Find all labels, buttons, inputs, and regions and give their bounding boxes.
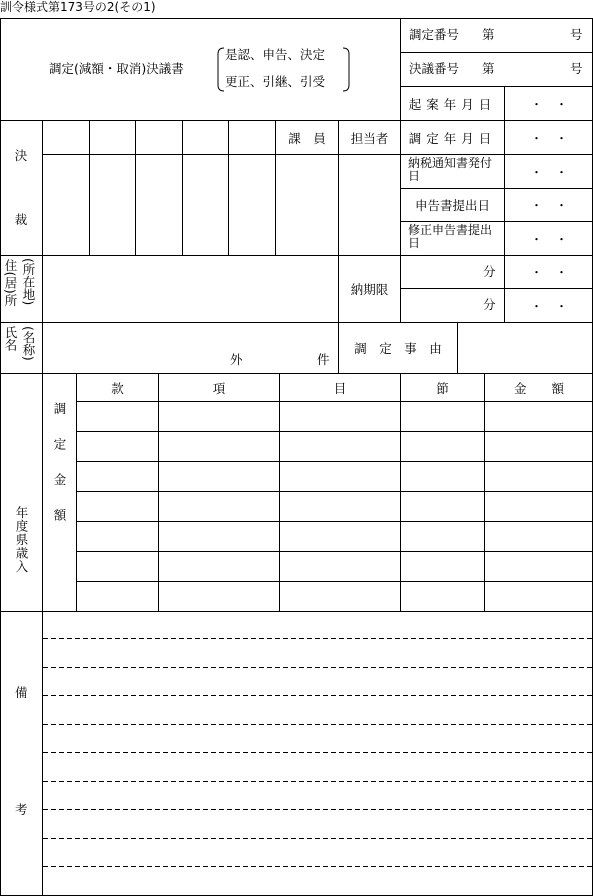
nokigen-date-1: ・ ・ <box>530 265 568 280</box>
chotei-go: 号 <box>570 27 583 42</box>
bracket-left <box>218 48 224 91</box>
approval-label <box>0 146 42 228</box>
ketsugi-bango-label: 決議番号 <box>409 61 460 76</box>
col-setsu: 節 <box>436 380 449 396</box>
year-label: 年度県歳入 <box>14 506 29 574</box>
nokigen-date-2: ・ ・ <box>530 298 568 314</box>
chotei-bango-label: 調定番号 <box>409 27 460 42</box>
remarks-label-bottom: 考 <box>15 802 28 817</box>
address-label-main: 住(居)所 <box>3 259 18 307</box>
shusei-date-label: 修正申告書提出日 <box>408 223 493 250</box>
amount-label: 調定金額 <box>52 402 67 544</box>
shinkoku-date-value: ・ ・ <box>530 198 568 213</box>
nozei-tsuchi-value: ・ ・ <box>530 164 568 180</box>
approval-label-top: 決 <box>14 148 28 163</box>
tantosha-label: 担当者 <box>350 130 389 146</box>
name-label-sub: (名称) <box>21 326 36 361</box>
title-options-1: 是認、申告、決定 <box>225 47 326 62</box>
col-kingaku: 金 額 <box>513 380 564 396</box>
nokigen-label: 納期限 <box>350 282 389 297</box>
form-number: 訓令様式第173号の2(その1) <box>0 0 156 14</box>
shinkoku-date-label: 申告書提出日 <box>414 198 490 213</box>
name-soto: 外 <box>230 352 243 367</box>
col-ko: 項 <box>212 380 226 396</box>
nokigen-bun-2: 分 <box>483 297 496 312</box>
nozei-tsuchi-label: 納税通知書発付日 <box>408 156 493 183</box>
bracket-right <box>343 48 349 91</box>
approval-label-bottom: 裁 <box>14 212 28 227</box>
title-options-2: 更正、引継、引受 <box>225 74 326 89</box>
ketsugi-go: 号 <box>570 61 583 76</box>
kian-date-value: ・ ・ <box>530 96 568 112</box>
col-kan: 款 <box>111 380 124 396</box>
title-main: 調定(減額・取消)決議書 <box>49 61 184 76</box>
remarks-label-top: 備 <box>15 685 28 700</box>
chotei-dai: 第 <box>482 27 495 42</box>
col-moku: 目 <box>333 380 347 396</box>
chotei-date-value: ・ ・ <box>530 130 568 146</box>
chotei-jiyu-label: 調 定 事 由 <box>354 341 442 356</box>
name-label-main: 氏名 <box>3 326 18 351</box>
shusei-date-value: ・ ・ <box>530 231 568 247</box>
kian-date-label: 起案年月日 <box>408 96 497 112</box>
name-ken: 件 <box>317 352 330 367</box>
chotei-date-label: 調定年月日 <box>408 130 497 146</box>
ketsugi-dai: 第 <box>482 61 495 76</box>
nokigen-bun-1: 分 <box>483 264 496 279</box>
kain-label: 課 員 <box>288 130 326 146</box>
address-label-sub: (所在地) <box>21 258 36 306</box>
